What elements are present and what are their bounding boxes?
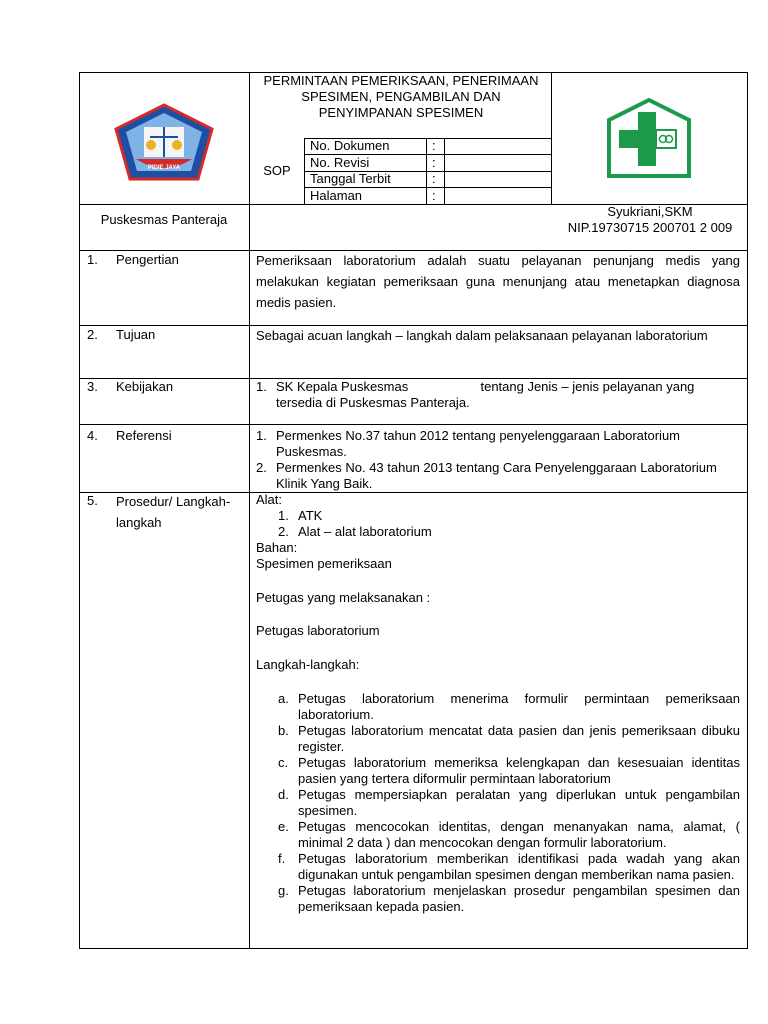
list-number: 1. (256, 428, 267, 443)
list-text: SK Kepala Puskesmas tentang Jenis – jenis pelayanan yang tersedia di Puskesmas Panteraja. (276, 379, 699, 410)
list-text: ATK (298, 508, 323, 523)
field-label-tanggal: Tanggal Terbit (310, 171, 391, 186)
alat-list (256, 508, 740, 540)
list-item (278, 524, 740, 540)
list-item (256, 379, 740, 411)
list-text: Petugas laboratorium memeriksa kelengkapan dan kesesuaian identitas pasien yang tertera diformulir permintaan laboratorium (298, 755, 740, 786)
section-3-label: Kebijakan (116, 379, 174, 394)
bahan-label: Bahan: (256, 540, 298, 555)
field-sep-4: : (432, 188, 436, 203)
logo-text: PIDIE JAYA (147, 165, 181, 171)
list-text: Petugas laboratorium memberikan identifikasi pada wadah yang akan digunakan untuk pengambilan spesimen dengan memberikan nama pasien. (298, 851, 740, 882)
section-3-list (256, 379, 740, 411)
list-item (278, 723, 740, 755)
puskesmas-cross-icon (607, 98, 691, 178)
section-1-number: 1. (87, 252, 98, 267)
langkah-list (256, 691, 740, 915)
col-divider-body (249, 492, 250, 949)
field-label-halaman: Halaman (310, 188, 363, 203)
list-number: 1. (256, 379, 267, 394)
list-text: Alat – alat laboratorium (298, 524, 432, 539)
field-col-3 (444, 138, 445, 204)
field-sep-2: : (432, 155, 436, 170)
list-letter: b. (278, 723, 289, 738)
section-4-number: 4. (87, 428, 98, 443)
petugas-label: Petugas yang melaksanakan : (256, 590, 431, 605)
list-text: Petugas laboratorium menjelaskan prosedur pengambilan spesimen dan pemeriksaan kepada pasien. (298, 883, 740, 914)
district-logo (114, 103, 214, 181)
row-divider-3 (79, 424, 748, 425)
list-letter: g. (278, 883, 289, 898)
section-2-number: 2. (87, 327, 98, 342)
list-letter: e. (278, 819, 289, 834)
list-text: Permenkes No.37 tahun 2012 tentang penyelenggaraan Laboratorium Puskesmas. (276, 428, 681, 459)
list-text: Petugas laboratorium menerima formulir permintaan pemeriksaan laboratorium. (298, 691, 740, 722)
petugas-value: Petugas laboratorium (256, 623, 380, 638)
puskesmas-logo (607, 98, 691, 178)
org-name: Puskesmas Panteraja (100, 212, 228, 227)
list-number: 1. (278, 508, 289, 523)
list-text: Petugas mencocokan identitas, dengan menanyakan nama, alamat, ( minimal 2 data ) dan mencocokan dengan formulir laboratorium. (298, 819, 740, 850)
list-item (278, 883, 740, 915)
section-3-number: 3. (87, 379, 98, 394)
field-sep-3: : (432, 171, 436, 186)
signatory-name: Syukriani,SKM (607, 204, 693, 219)
bahan-value: Spesimen pemeriksaan (256, 556, 392, 571)
field-col-1 (304, 138, 305, 204)
list-number: 2. (256, 460, 267, 475)
col-divider-left (249, 72, 250, 512)
list-letter: d. (278, 787, 289, 802)
sop-label: SOP (263, 163, 291, 178)
list-text: Permenkes No. 43 tahun 2013 tentang Cara Penyelenggaraan Laboratorium Klinik Yang Baik. (276, 460, 717, 491)
field-label-dokumen: No. Dokumen (310, 138, 390, 153)
list-letter: c. (278, 755, 289, 770)
list-text: Petugas laboratorium mencatat data pasien dan jenis pemeriksaan dibuku register. (298, 723, 740, 754)
list-number: 2. (278, 524, 289, 539)
field-sep-1: : (432, 138, 436, 153)
list-letter: f. (278, 851, 286, 866)
field-col-2 (426, 138, 427, 204)
list-item (256, 460, 740, 492)
section-4-list (256, 428, 740, 492)
list-item (278, 508, 740, 524)
district-seal-icon (114, 103, 214, 181)
section-5-label: Prosedur/ Langkah-langkah (116, 494, 231, 530)
list-item (278, 755, 740, 787)
langkah-label: Langkah-langkah: (256, 657, 360, 672)
alat-label: Alat: (256, 492, 283, 507)
list-item (278, 787, 740, 819)
field-label-revisi: No. Revisi (310, 155, 370, 170)
list-item (278, 851, 740, 883)
list-item (256, 428, 740, 460)
section-4-label: Referensi (116, 428, 172, 443)
section-5-content (256, 492, 740, 915)
list-item (278, 691, 740, 723)
list-item (278, 819, 740, 851)
section-5-number: 5. (87, 493, 98, 508)
document-title: PERMINTAAN PEMERIKSAAN, PENERIMAAN SPESIMEN, PENGAMBILAN DAN PENYIMPANAN SPESIMEN (263, 73, 539, 120)
section-1-label: Pengertian (116, 252, 179, 267)
col-divider-right (551, 72, 552, 204)
section-1-text: Pemeriksaan laboratorium adalah suatu pelayanan penunjang medis yang melakukan kegiatan pemeriksaan guna menunjang atau menetapkan diagnosa medis pasien. (256, 253, 740, 310)
section-2-label: Tujuan (116, 327, 156, 342)
list-text: Petugas mempersiapkan peralatan yang diperlukan untuk pengambilan spesimen. (298, 787, 740, 818)
signatory-nip: NIP.19730715 200701 2 009 (567, 220, 733, 235)
section-2-text: Sebagai acuan langkah – langkah dalam pelaksanaan pelayanan laboratorium (256, 328, 708, 343)
list-letter: a. (278, 691, 289, 706)
